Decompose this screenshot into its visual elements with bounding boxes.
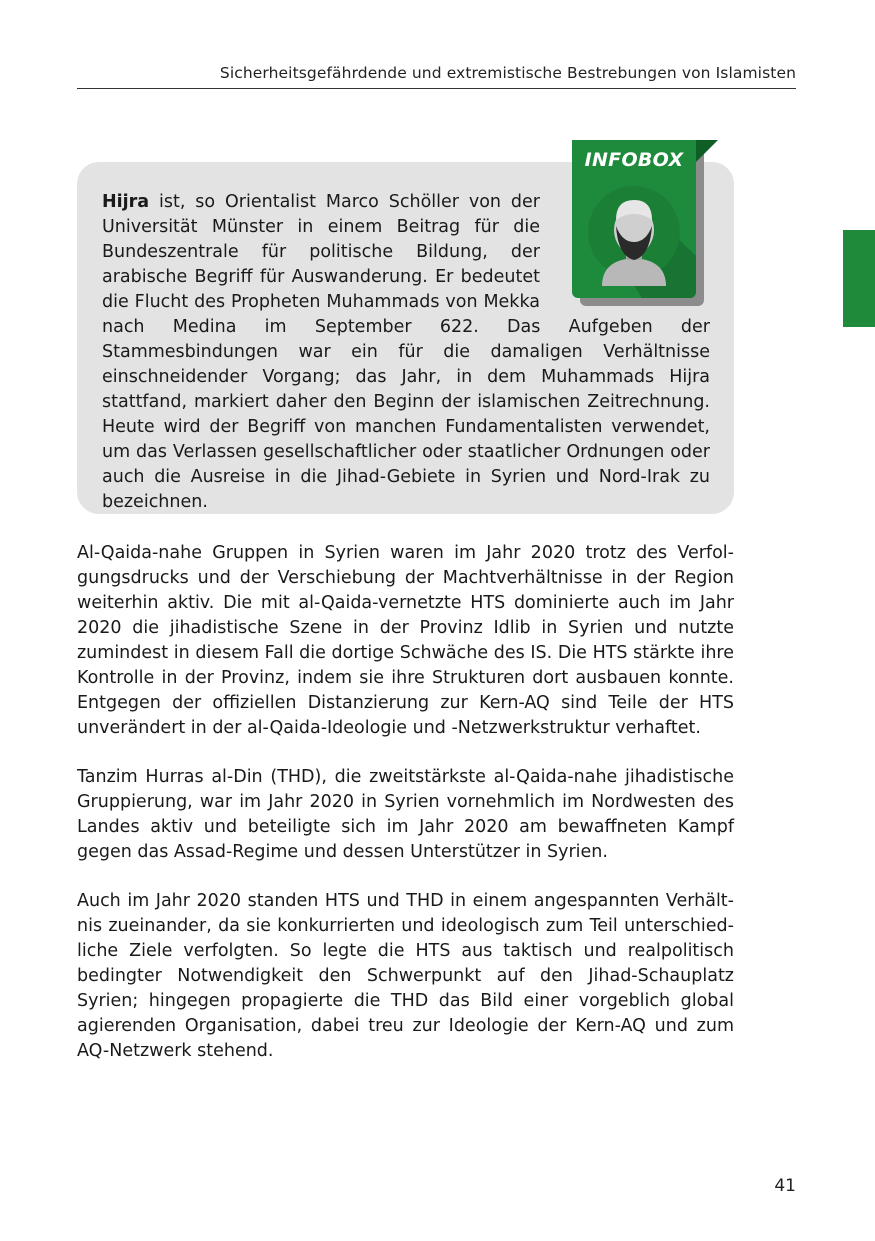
paragraph: Tanzim Hurras al-Din (THD), die zweitstärkste al-Qaida-nahe jihadistische Gruppierung, war im Jahr 2020 in Syrien vornehmlich im Nordwesten des Landes aktiv und beteiligte sich im Jahr 2020 am bewaffneten Kampf gegen das Assad-Regime und dessen Unterstützer in Syrien. [77,767,734,862]
page-number: 41 [774,1176,796,1196]
badge-corner-fold [696,140,718,162]
main-body-text [77,541,734,1088]
chapter-tab-marker [843,230,875,327]
badge-label: INFOBOX [584,149,684,171]
infobox-term: Hijra [102,192,150,212]
header-divider [77,88,796,89]
person-with-beard-icon [572,176,696,298]
badge-body [572,140,696,298]
paragraph: Auch im Jahr 2020 standen HTS und THD in einem angespannten Verhältnis zueinander, da sie konkurrierten und ideologisch zum Teil unterschiedliche Ziele verfolgten. So legte die HTS aus taktisch und realpolitisch bedingter Notwendigkeit den Schwerpunkt auf den Jihad-Schauplatz Syrien; hingegen propagierte die THD das Bild einer vorgeblich global agierenden Organisation, dabei treu zur Ideologie der Kern-AQ und zum AQ-Netzwerk stehend. [77,891,734,1061]
running-header: Sicherheitsgefährdende und extremistische Bestrebungen von Islamisten [219,64,796,82]
infobox-badge [572,140,696,298]
paragraph: Al-Qaida-nahe Gruppen in Syrien waren im Jahr 2020 trotz des Verfolgungsdrucks und der Verschiebung der Machtverhältnisse in der Region weiterhin aktiv. Die mit al-Qaida-vernetzte HTS dominierte auch im Jahr 2020 die jihadistische Szene in der Provinz Idlib in Syrien und nutzte zumindest in diesem Fall die dortige Schwäche des IS. Die HTS stärkte ihre Kontrolle in der Provinz, indem sie ihre Strukturen dort ausbauen konnte. Entgegen der offiziellen Distanzierung zur Kern-AQ sind Teile der HTS unverändert in der al-Qaida-Ideologie und -Netzwerkstruktur verhaftet. [77,543,734,738]
infobox-definition: ist, so Orientalist Marco Schöller von der Universität Münster in einem Beitrag für die Bundeszentrale für politische Bildung, der arabische Begriff für Auswanderung. Er bedeutet die Flucht des Propheten Muhammads von Mekka nach Medina im September 622. Das Aufgeben der Stammesbindungen war ein für die damaligen Verhältnisse einschneidender Vorgang; das Jahr, in dem Muhammads Hijra stattfand, markiert daher den Beginn der islamischen Zeitrechnung. Heute wird der Begriff von manchen Fundamentalisten verwendet, um das Verlassen gesellschaftlicher oder staatlicher Ordnungen oder auch die Ausreise in die Jihad-Gebiete in Syrien und Nord-Irak zu bezeichnen. [102,192,710,512]
